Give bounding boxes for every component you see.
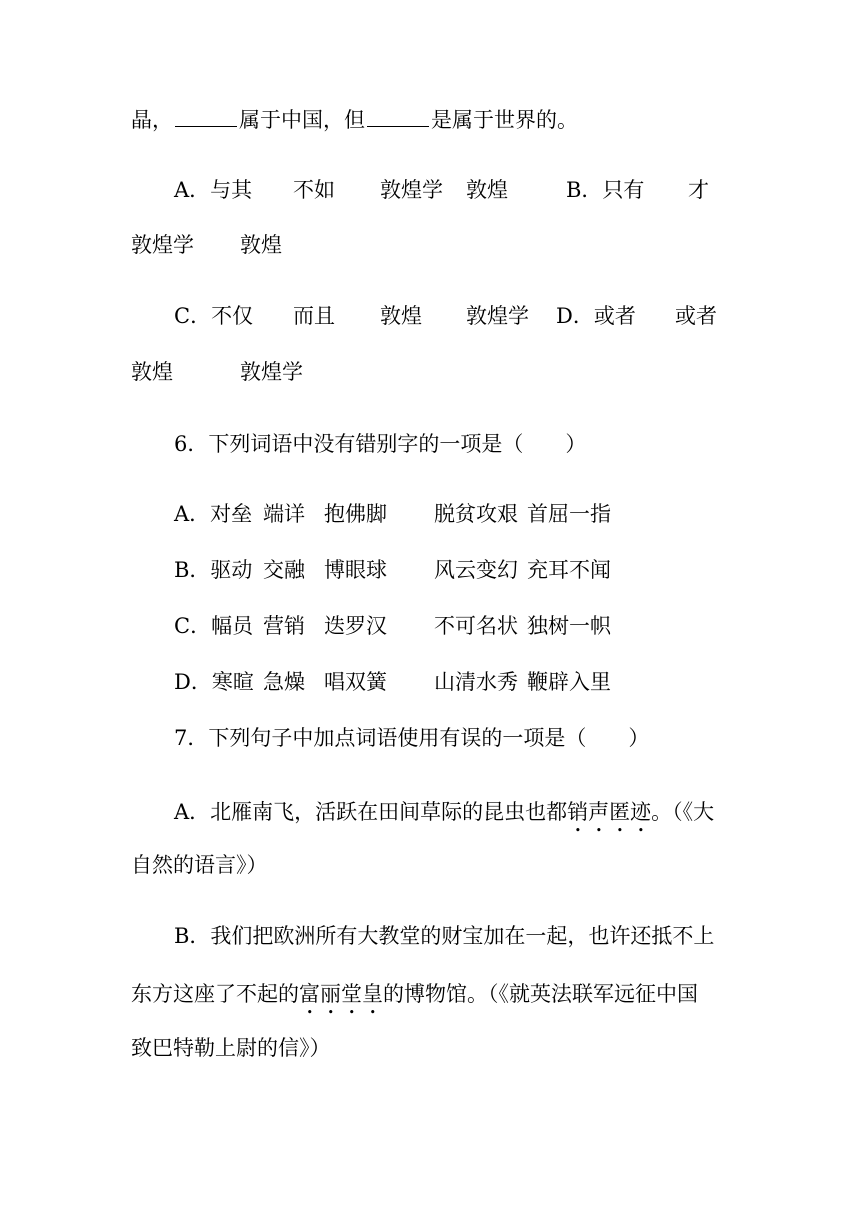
q6-option-c-word4: 不可名状 xyxy=(434,614,518,638)
q5-text-2: 属于中国，但 xyxy=(239,108,365,132)
q6-option-d-word5: 鞭辟入里 xyxy=(527,670,611,694)
q7-option-b-line3: 致巴特勒上尉的信》） xyxy=(131,1036,331,1060)
q5-option-c-word3: 敦煌 xyxy=(380,304,422,328)
q6-option-b-word5: 充耳不闻 xyxy=(527,558,611,582)
q7-stem: 7．下列句子中加点词语使用有误的一项是（ ） xyxy=(174,726,650,750)
q6-option-b-word3: 博眼球 xyxy=(324,558,387,582)
q5-text-3: 是属于世界的。 xyxy=(431,108,578,132)
q6-option-b-word4: 风云变幻 xyxy=(434,558,518,582)
answer-blank-1[interactable] xyxy=(175,108,237,127)
q6-option-a-word4: 脱贫攻艰 xyxy=(434,502,518,526)
q7-option-b-dotted-phrase: 富丽堂皇 xyxy=(299,982,383,1006)
q5-option-b-word2: 才 xyxy=(688,178,709,202)
q7-option-a-text: A．北雁南飞，活跃在田间草际的昆虫也都 xyxy=(174,800,568,824)
q7-option-a-line2: 自然的语言》） xyxy=(131,853,268,877)
q5-option-c-word2: 而且 xyxy=(293,304,335,328)
q5-option-a-word2: 不如 xyxy=(293,178,335,202)
q6-option-c-word3: 迭罗汉 xyxy=(324,614,387,638)
q5-option-a-label: A．与其 xyxy=(174,178,253,202)
q5-option-d-label: D．或者 xyxy=(556,304,636,328)
q6-option-a-label: A．对垒 xyxy=(174,502,253,526)
q5-option-d-word2: 或者 xyxy=(675,304,717,328)
q6-option-b-word2: 交融 xyxy=(263,558,305,582)
q6-option-a-word5: 首屈一指 xyxy=(527,502,611,526)
q7-option-b-source-start: 的博物馆。（《就英法联军远征中国 xyxy=(383,982,698,1006)
q5-option-b-word3: 敦煌学 xyxy=(131,233,194,257)
q6-option-a-word2: 端详 xyxy=(263,502,305,526)
q6-option-d-word2: 急燥 xyxy=(263,670,305,694)
q5-text-1: 晶， xyxy=(131,108,173,132)
q5-option-a-word4: 敦煌 xyxy=(466,178,508,202)
q6-option-b-label: B．驱动 xyxy=(174,558,253,582)
q7-option-b-line1: B．我们把欧洲所有大教堂的财宝加在一起，也许还抵不上 xyxy=(174,924,715,948)
q6-option-c-label: C．幅员 xyxy=(174,614,254,638)
q6-option-d-label: D．寒暄 xyxy=(174,670,254,694)
q6-option-d-word4: 山清水秀 xyxy=(434,670,518,694)
q7-option-a-line1 xyxy=(174,800,714,837)
q6-option-c-word5: 独树一帜 xyxy=(527,614,611,638)
q5-option-d-word4: 敦煌学 xyxy=(240,360,303,384)
q6-option-c-word2: 营销 xyxy=(263,614,305,638)
answer-blank-2[interactable] xyxy=(367,108,429,127)
q5-option-b-word4: 敦煌 xyxy=(240,233,282,257)
q5-option-c-label: C．不仅 xyxy=(174,304,254,328)
q5-option-b-label: B．只有 xyxy=(566,178,645,202)
q5-tail-line xyxy=(131,108,578,131)
q7-option-a-source-start: 。（《大 xyxy=(651,800,715,824)
q5-option-d-word3: 敦煌 xyxy=(131,360,173,384)
q5-option-c-word4: 敦煌学 xyxy=(466,304,529,328)
q6-option-a-word3: 抱佛脚 xyxy=(324,502,387,526)
q6-option-d-word3: 唱双簧 xyxy=(324,670,387,694)
q7-option-b-text: 东方这座了不起的 xyxy=(131,982,299,1006)
q7-option-b-line2 xyxy=(131,982,698,1019)
q5-option-a-word3: 敦煌学 xyxy=(380,178,443,202)
q7-option-a-dotted-phrase: 销声匿迹 xyxy=(567,800,652,824)
q6-stem: 6．下列词语中没有错别字的一项是（ ） xyxy=(174,432,587,456)
